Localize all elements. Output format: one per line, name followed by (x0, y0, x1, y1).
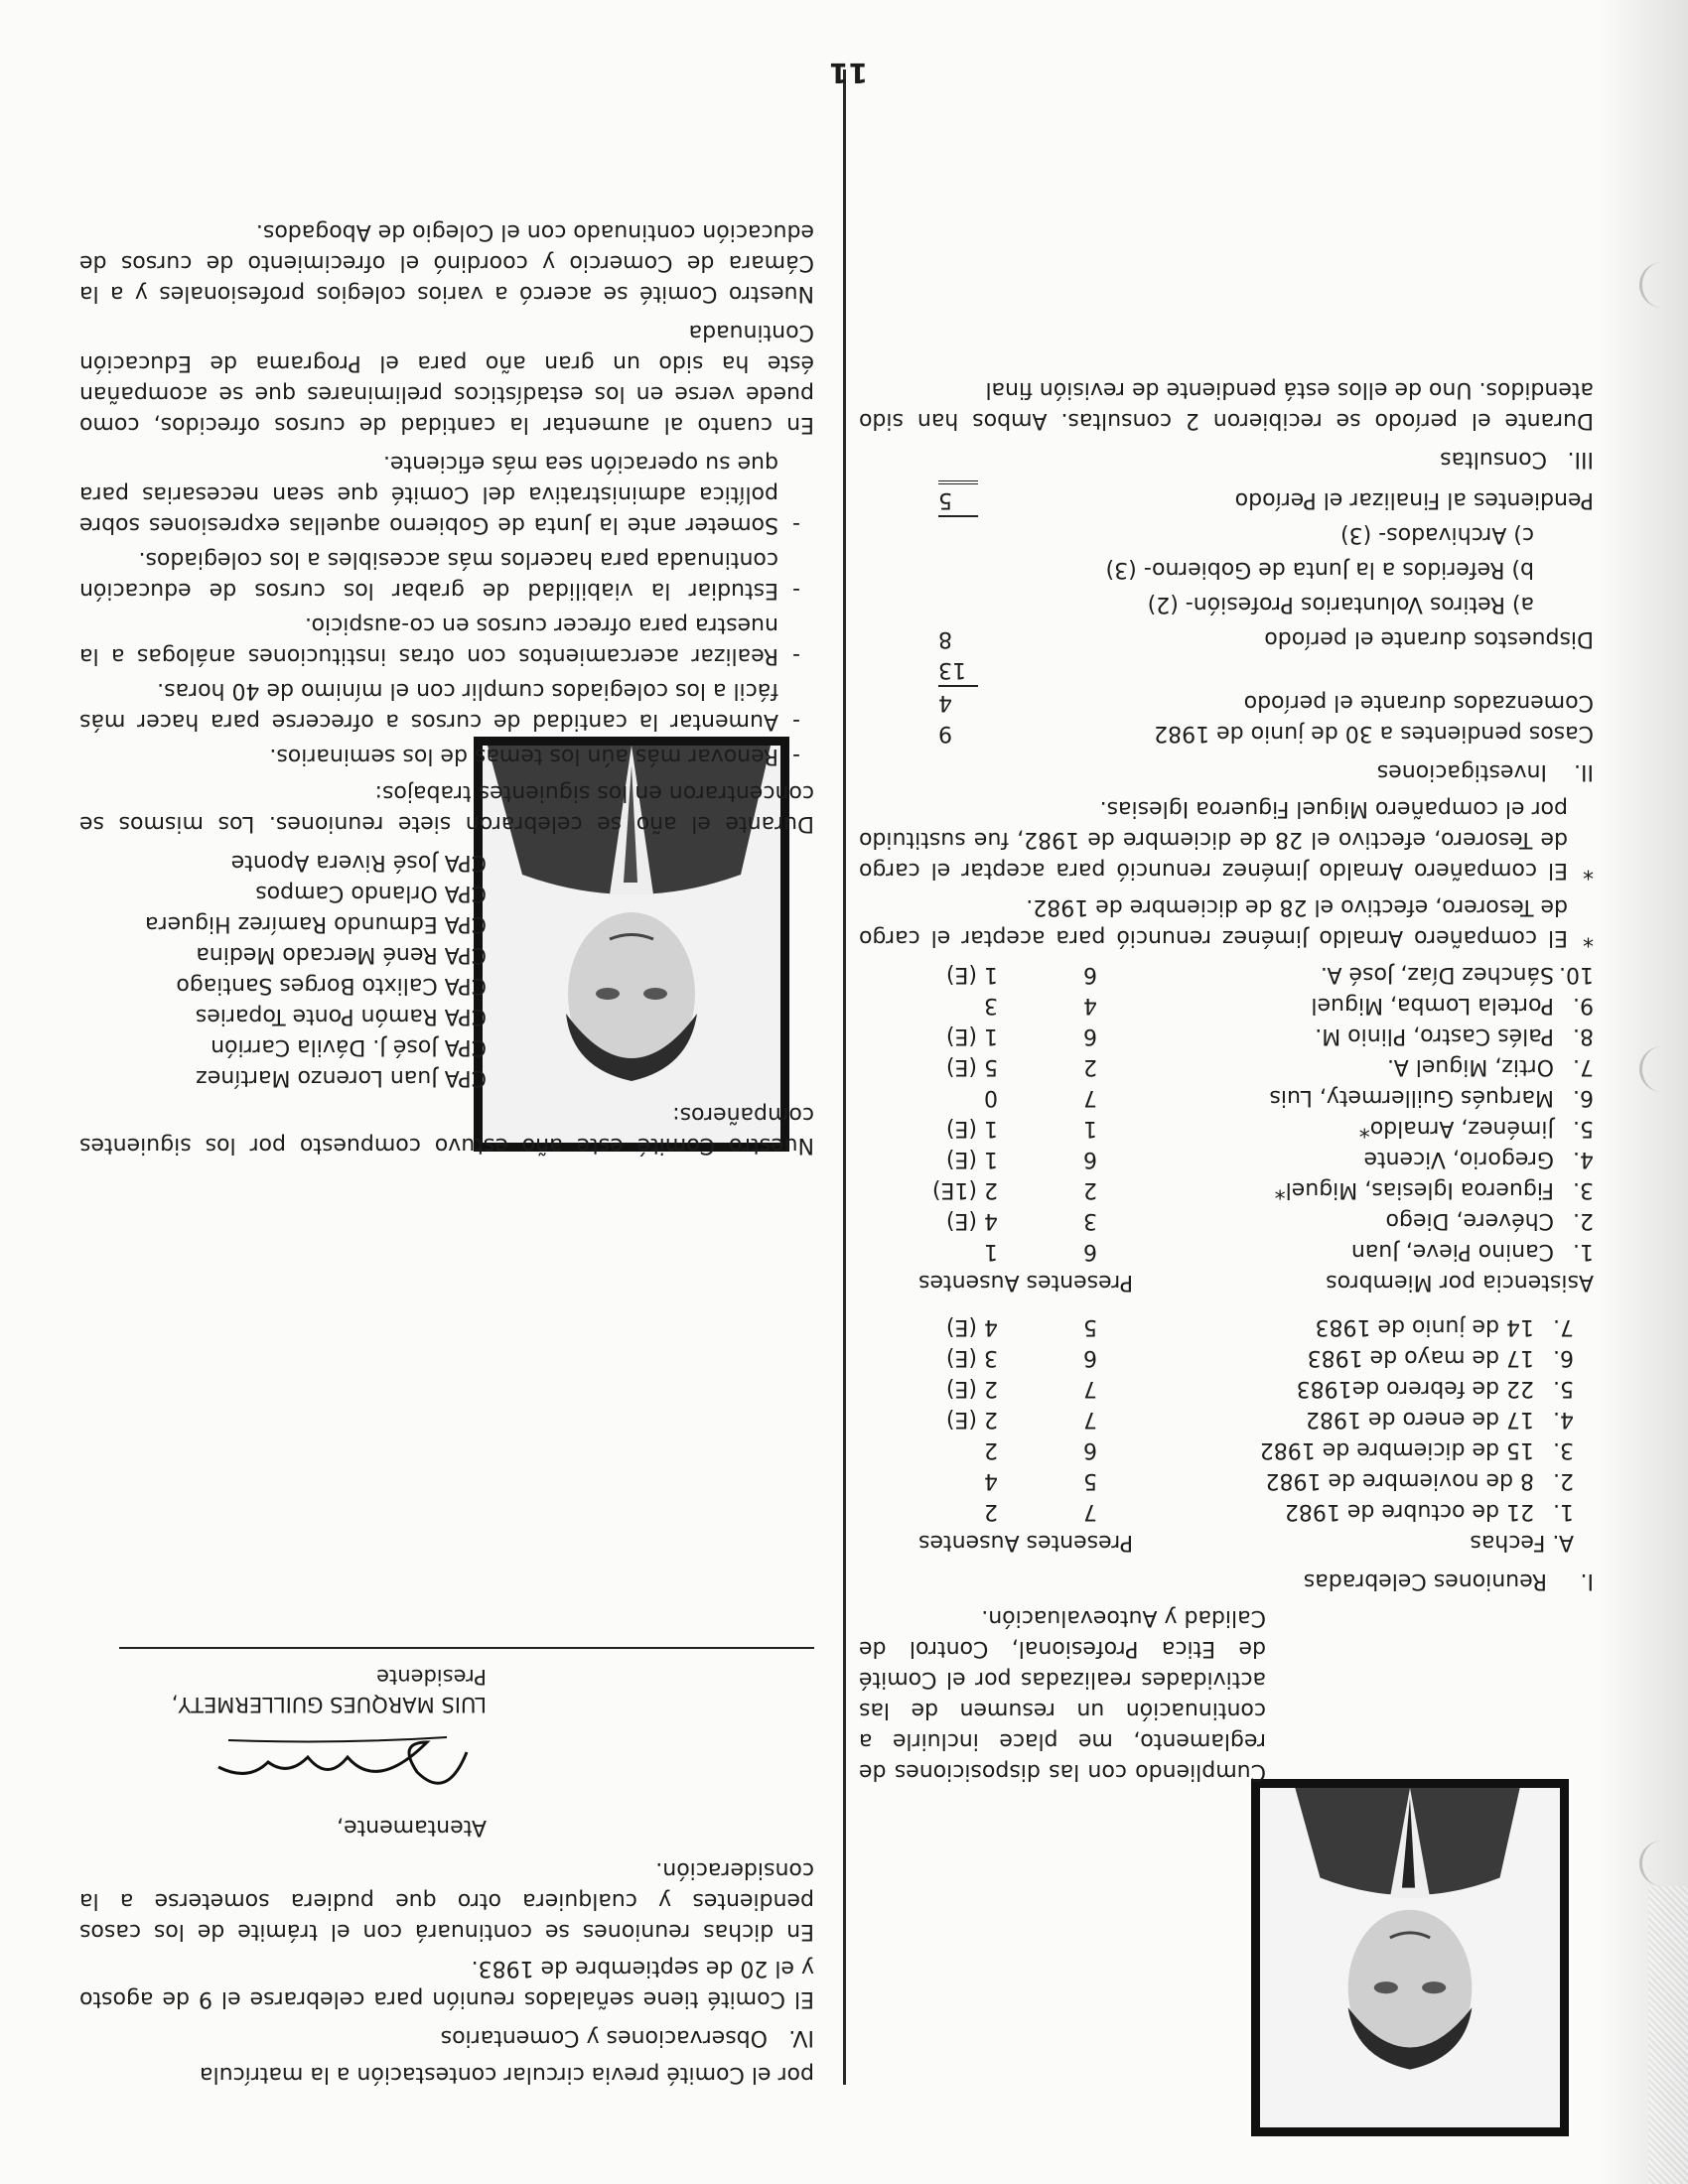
member-name: Chévere, Diego (1385, 1208, 1554, 1233)
header-present: Presentes (1026, 1530, 1134, 1555)
section-number: II. (1574, 759, 1594, 784)
committee-member: CPA Calixto Borges Santiago (176, 973, 487, 998)
member-name: Jiménez, Arnaldo* (1358, 1116, 1554, 1141)
consultations-paragraph: Durante el período se recibieron 2 consultas. Ambos han sido atendidos. Uno de ellos está pendiente de revisión final (859, 377, 1594, 433)
meeting-date: 8 de noviembre de 1982 (1265, 1468, 1534, 1493)
column-education-report (79, 210, 814, 2090)
absent-count: 2 (E) (945, 1376, 998, 1401)
section-number: I. (1580, 1569, 1594, 1593)
present-count: 5 (1083, 1314, 1097, 1339)
present-count: 6 (1083, 1239, 1097, 1264)
column-headers (918, 1527, 1133, 1558)
column-headers (918, 1267, 1133, 1297)
row-number: 3. (1553, 1437, 1574, 1462)
member-name: Portela Lomba, Miguel (1311, 993, 1554, 1018)
present-count: 7 (1083, 1407, 1097, 1432)
observations-paragraph: El Comité tiene señalados reunión para celebrarse el 9 de agosto y el 20 de septiembre de 1983. (79, 1956, 814, 2011)
committee-member: CPA Edmundo Ramírez Higuera (145, 911, 487, 936)
photo-spacer (79, 1160, 814, 1627)
list-item (79, 544, 814, 606)
header-absent: Ausentes (918, 1270, 1020, 1295)
absent-count: 1 (E) (945, 1147, 998, 1171)
member-name: Ortiz, Miguel A. (1387, 1054, 1554, 1079)
courses-paragraph: En cuanto al aumentar la cantidad de cursos ofrecidos, como puede verse en los estadísticos preliminares que se acompañan éste ha sido un gran año para el Programa de Educación Continuada (79, 320, 814, 437)
absent-count: 3 (984, 993, 998, 1018)
bullet-dash: - (792, 578, 800, 603)
stat-label: Comenzados durante el período (1243, 690, 1594, 715)
present-count: 6 (1083, 1345, 1097, 1370)
list-item-text: Renovar más aún los temas de los seminarios. (269, 744, 778, 768)
member-name: Palés Castro, Plinio M. (1315, 1024, 1554, 1048)
meeting-date: 14 de junio de 1983 (1315, 1314, 1534, 1339)
column-divider (843, 69, 846, 2085)
disposition-item: b) Referidos a la Junta de Gobierno- (3) (1105, 557, 1534, 582)
present-count: 2 (1083, 1177, 1097, 1202)
table-row (859, 990, 1594, 1021)
table-row (859, 1051, 1594, 1082)
row-number: 6. (1553, 1345, 1574, 1370)
section-heading-investigations (859, 756, 1594, 787)
stat-label: Casos pendientes a 30 de junio de 1982 (1154, 721, 1594, 746)
table-row (859, 1373, 1574, 1404)
present-count: 7 (1083, 1085, 1097, 1110)
signer-title: Presidente (376, 1665, 487, 1689)
row-number: 5. (1573, 1116, 1594, 1141)
section-heading-consultations (859, 444, 1594, 475)
list-item (79, 741, 814, 771)
row-number: 5. (1553, 1376, 1574, 1401)
row-number: 10. (1559, 962, 1594, 987)
present-count: 2 (1083, 1054, 1097, 1079)
closing-salutation: Atentamente, (337, 1815, 487, 1840)
stat-value: 13 (938, 657, 966, 682)
absent-count: 5 (E) (945, 1054, 998, 1079)
stat-label (978, 654, 1594, 685)
absent-count: 4 (984, 1468, 998, 1493)
stat-pending-start (859, 718, 1594, 749)
bullet-dash: - (792, 643, 800, 668)
row-number: 1. (1573, 1239, 1594, 1264)
attendance-rows (859, 959, 1594, 1267)
present-count: 6 (1083, 1024, 1097, 1048)
committee-member: CPA René Mercado Medina (196, 942, 487, 967)
row-number: 2. (1573, 1208, 1594, 1233)
coordination-paragraph: Nuestro Comité se acercó a varios colegios profesionales y a la Cámara de Comercio y coordinó el ofrecimiento de cursos de educación continuado con el Colegio de Abogados. (79, 219, 814, 306)
row-number: 4. (1553, 1407, 1574, 1432)
meeting-date: 17 de enero de 1982 (1306, 1407, 1534, 1432)
row-number: 1. (1553, 1499, 1574, 1524)
section-heading-meetings (859, 1566, 1594, 1596)
table-row (859, 1174, 1594, 1205)
scan-edge-texture (1648, 1886, 1688, 2184)
present-count: 1 (1083, 1116, 1097, 1141)
committee-member: CPA Ramón Ponte Toparies (195, 1004, 487, 1028)
section-title: Observaciones y Comentarios (440, 2025, 768, 2050)
stat-value: 4 (938, 690, 952, 715)
absent-count: 4 (E) (945, 1208, 998, 1233)
stat-label: Pendientes al Finalizar el Período (1234, 487, 1594, 512)
absent-count: 1 (E) (945, 962, 998, 987)
stat-label: Dispuestos durante el período (1264, 626, 1594, 651)
stat-started (859, 687, 1594, 718)
stat-pending-end (859, 484, 1594, 515)
absent-count: 1 (984, 1239, 998, 1264)
table-row (859, 1434, 1574, 1465)
sum-rule (938, 515, 978, 517)
stat-disposed (859, 623, 1594, 654)
meeting-date: 21 de octubre de 1982 (1284, 1499, 1534, 1524)
meeting-dates-rows (859, 1311, 1594, 1527)
list-item (79, 675, 814, 737)
committee-intro: Nuestro Comité este año estuvo compuesto por los siguientes compañeros: (79, 1102, 814, 1158)
footnote (859, 891, 1594, 953)
bullet-dash: - (792, 744, 800, 768)
table-row (859, 1113, 1594, 1144)
punch-hole-mark (1639, 1841, 1688, 1886)
list-item (79, 610, 814, 671)
absent-count: 0 (984, 1085, 998, 1110)
list-item-text: Realizar acercamientos con otras instituciones análogas a la nuestra para ofrecer cursos en co-auspicio. (79, 613, 778, 668)
table-header-row (859, 1527, 1594, 1558)
table-row (859, 1311, 1574, 1342)
table-row (859, 1082, 1594, 1113)
list-item (79, 448, 814, 540)
stat-value: 9 (938, 721, 952, 746)
row-number: 9. (1573, 993, 1594, 1018)
disposition-item: a) Retiros Voluntarios Profesión- (2) (1147, 592, 1534, 616)
punch-hole-mark (1639, 1046, 1688, 1092)
absent-count: 4 (E) (945, 1314, 998, 1339)
footnote (859, 793, 1594, 886)
absent-count: 1 (E) (945, 1024, 998, 1048)
handwritten-signature (189, 1722, 487, 1812)
list-item-text: Estudiar la viabilidad de grabar los cursos de educación continuada para hacerlos más accesibles a los colegiados. (79, 547, 778, 603)
row-number: 2. (1553, 1468, 1574, 1493)
member-name: Gregorio, Vicente (1363, 1147, 1554, 1171)
meeting-date: 15 de diciembre de 1982 (1259, 1437, 1534, 1462)
table-row (859, 1342, 1574, 1373)
meeting-date: 22 de febrero de1983 (1296, 1376, 1534, 1401)
stat-subtotal (859, 654, 1594, 685)
footnote-text: El compañero Arnaldo Jiménez renunció para aceptar el cargo de Tesorero, efectivo el 28 de diciembre de 1982. (859, 894, 1568, 950)
present-count: 6 (1083, 962, 1097, 987)
table-row (859, 1404, 1574, 1434)
table-row (859, 1496, 1574, 1527)
signer-name: LUIS MARQUES GUILLERMETY, (171, 1693, 487, 1716)
row-number: 8. (1573, 1024, 1594, 1048)
attendance-label: Asistencia por Miembros (1326, 1270, 1594, 1295)
section-number: III. (1567, 447, 1594, 472)
header-absent: Ausentes (918, 1530, 1020, 1555)
committee-member: CPA José Rivera Aponte (230, 850, 487, 875)
table-row (859, 1144, 1594, 1174)
present-count: 4 (1083, 993, 1097, 1018)
punch-hole-mark (1639, 262, 1688, 308)
section-rule (119, 1647, 814, 1649)
asterisk: * (1583, 858, 1594, 883)
member-name: Canino Pieve, Juan (1350, 1239, 1554, 1264)
absent-count: 2 (1E) (931, 1177, 998, 1202)
row-number: 3. (1573, 1177, 1594, 1202)
present-count: 5 (1083, 1468, 1097, 1493)
absent-count: 2 (984, 1437, 998, 1462)
page-number: 11 (829, 57, 868, 89)
meeting-date: 17 de mayo de 1983 (1307, 1345, 1534, 1370)
section-number: IV. (788, 2025, 814, 2050)
section-title: Investigaciones (1376, 759, 1547, 784)
meetings-paragraph: Durante el año se celebraron siete reuniones. Los mismos se concentraron en los siguientes trabajos: (79, 780, 814, 836)
row-number: 6. (1573, 1085, 1594, 1110)
absent-count: 2 (E) (945, 1407, 998, 1432)
member-name: Sánchez Díaz, José A. (1320, 962, 1554, 987)
absent-count: 3 (E) (945, 1345, 998, 1370)
member-name: Figueroa Iglesias, Miguel* (1274, 1177, 1554, 1202)
column-ethics-report (859, 368, 1594, 2085)
present-count: 6 (1083, 1437, 1097, 1462)
asterisk: * (1583, 925, 1594, 950)
committee-members-list (79, 847, 487, 1093)
present-count: 7 (1083, 1376, 1097, 1401)
work-items-list (79, 448, 814, 771)
section-heading-observations (79, 2022, 814, 2053)
absent-count: 1 (E) (945, 1116, 998, 1141)
row-number: 7. (1573, 1054, 1594, 1079)
meeting-dates-table (859, 1311, 1594, 1558)
list-item-text: Someter ante la Junta de Gobierno aquellas expresiones sobre política administrativa del Comité que sean necesarias para que su operación sea más eficiente. (79, 451, 778, 537)
table-row (859, 1021, 1594, 1051)
present-count: 6 (1083, 1147, 1097, 1171)
stat-value: 8 (938, 626, 952, 651)
intro-paragraph: Cumpliendo con las disposiciones de reglamento, me place incluirle a continuación un resumen de las actividades realizadas por el Comité de Etica Profesional, Control de Calidad y Autoevaluación. (859, 1605, 1266, 1784)
committee-member: CPA Juan Lorenzo Martínez (196, 1065, 487, 1090)
attendance-table (859, 959, 1594, 1297)
table-row (859, 959, 1594, 990)
continuation-line: por el Comité previa circular contestación a la matrícula (200, 2062, 814, 2087)
member-name: Marqués Guillermety, Luis (1269, 1085, 1554, 1110)
section-title: Consultas (1440, 447, 1547, 472)
table-row (859, 1465, 1574, 1496)
section-title: Reuniones Celebradas (1303, 1569, 1547, 1593)
stat-value: 5 (938, 487, 952, 512)
bullet-dash: - (792, 512, 800, 537)
table-row (859, 1205, 1594, 1236)
committee-member: CPA Orlando Campos (255, 881, 487, 905)
row-number: 4. (1573, 1147, 1594, 1171)
committee-member: CPA José J. Dávila Carrión (211, 1034, 487, 1059)
row-number: 7. (1553, 1314, 1574, 1339)
header-present: Presentes (1026, 1270, 1134, 1295)
present-count: 3 (1083, 1208, 1097, 1233)
list-item-text: Aumentar la cantidad de cursos a ofrecerse para hacer más fácil a los colegiados cumplir con el mínimo de 40 horas. (79, 678, 778, 734)
bullet-dash: - (792, 709, 800, 734)
disposition-item: c) Archivados- (3) (1340, 522, 1534, 547)
table-header-row (859, 1267, 1594, 1297)
observations-paragraph: En dichas reuniones se continuará con el trámite de los casos pendientes y cualquiera otro que pudiera someterse a la consideración. (79, 1857, 814, 1944)
sub-label-dates: A. Fechas (1470, 1530, 1574, 1555)
footnote-text: El compañero Arnaldo Jiménez renunció para aceptar el cargo de Tesorero, efectivo el 28 de diciembre de 1982, fue sustituido por el compañero Miguel Figueroa Iglesias. (859, 796, 1568, 883)
photo-spacer (859, 1787, 1594, 2085)
absent-count: 2 (984, 1499, 998, 1524)
present-count: 7 (1083, 1499, 1097, 1524)
table-row (859, 1236, 1594, 1267)
